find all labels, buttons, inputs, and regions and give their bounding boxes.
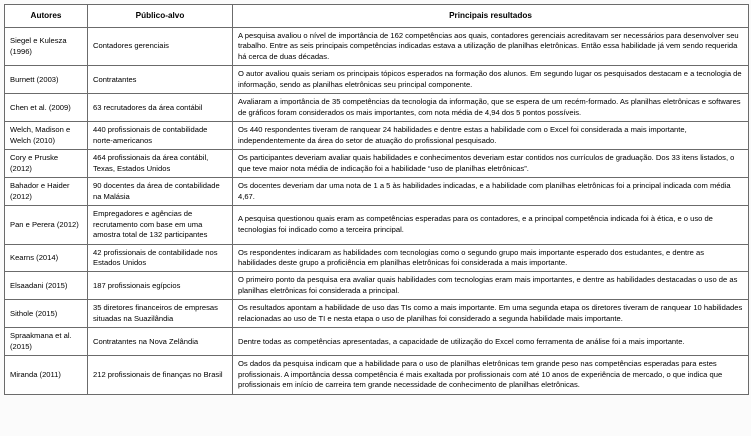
cell-results: Os docentes deveriam dar uma nota de 1 a 5 às habilidades indicadas, e a habilidade com planilhas eletrônicas foi a principal indicada com média 4,67. xyxy=(233,178,749,206)
table-row xyxy=(5,28,749,66)
cell-results: Avaliaram a importância de 35 competências da tecnologia da informação, que se espera de um recém-formado. As planilhas eletrônicas e softwares de gráficos foram considerados os mais importantes, com nota média de 4,94 dos 5 pontos possíveis. xyxy=(233,94,749,122)
cell-results: Os participantes deveriam avaliar quais habilidades e conhecimentos deveriam estar contidos nos currículos de graduação. Dos 33 itens listados, o que teve maior nota média de indicação foi a habilidade “uso de planilhas eletrônicas”. xyxy=(233,150,749,178)
cell-audience: 63 recrutadores da área contábil xyxy=(88,94,233,122)
table-row xyxy=(5,356,749,394)
table-body xyxy=(5,28,749,395)
cell-authors: Chen et al. (2009) xyxy=(5,94,88,122)
cell-authors: Bahador e Haider (2012) xyxy=(5,178,88,206)
cell-results: Os 440 respondentes tiveram de ranquear 24 habilidades e dentre estas a habilidade com o Excel foi considerada a mais importante, independentemente da área do setor de atuação do profissional pesquisado. xyxy=(233,122,749,150)
table-row xyxy=(5,244,749,272)
cell-audience: Contadores gerenciais xyxy=(88,28,233,66)
column-header-authors: Autores xyxy=(5,5,88,28)
cell-results: Dentre todas as competências apresentadas, a capacidade de utilização do Excel como ferramenta de análise foi a mais importante. xyxy=(233,328,749,356)
table-row xyxy=(5,272,749,300)
cell-authors: Miranda (2011) xyxy=(5,356,88,394)
table-row xyxy=(5,178,749,206)
cell-authors: Spraakmana et al. (2015) xyxy=(5,328,88,356)
cell-authors: Siegel e Kulesza (1996) xyxy=(5,28,88,66)
cell-authors: Sithole (2015) xyxy=(5,300,88,328)
cell-authors: Cory e Pruske (2012) xyxy=(5,150,88,178)
cell-audience: 42 profissionais de contabilidade nos Estados Unidos xyxy=(88,244,233,272)
cell-audience: 212 profissionais de finanças no Brasil xyxy=(88,356,233,394)
table-row xyxy=(5,328,749,356)
table-header-row xyxy=(5,5,749,28)
cell-results: Os dados da pesquisa indicam que a habilidade para o uso de planilhas eletrônicas tem grande peso nas competências esperadas para estes profissionais. A importância dessa competência é mais exaltada por profissionais com até 10 anos de experiência de mercado, o que indica que profissionais em início de carreira tem grande necessidade de conhecimento de planilhas eletrônicas. xyxy=(233,356,749,394)
table-row xyxy=(5,122,749,150)
cell-authors: Pan e Perera (2012) xyxy=(5,206,88,244)
table-row xyxy=(5,300,749,328)
cell-audience: Contratantes na Nova Zelândia xyxy=(88,328,233,356)
cell-audience: 440 profissionais de contabilidade norte-americanos xyxy=(88,122,233,150)
cell-results: Os resultados apontam a habilidade de uso das TIs como a mais importante. Em uma segunda etapa os diretores tiveram de ranquear 10 habilidades relacionadas ao uso de TI e nesta etapa o uso de planilhas foi considerado a segunda habilidade mais importante. xyxy=(233,300,749,328)
cell-results: O autor avaliou quais seriam os principais tópicos esperados na formação dos alunos. Em segundo lugar os pesquisados destacam e a tecnologia de informação, sendo as planilhas eletrônicas seu principal componente. xyxy=(233,66,749,94)
table-row xyxy=(5,150,749,178)
cell-authors: Burnett (2003) xyxy=(5,66,88,94)
cell-results: O primeiro ponto da pesquisa era avaliar quais habilidades com tecnologias eram mais importantes, e dentre as habilidades destacadas o uso de as planilhas eletrônicas foi considerada a principal. xyxy=(233,272,749,300)
literature-review-table xyxy=(4,4,749,395)
cell-authors: Kearns (2014) xyxy=(5,244,88,272)
cell-audience: 90 docentes da área de contabilidade na Malásia xyxy=(88,178,233,206)
cell-audience: Contratantes xyxy=(88,66,233,94)
cell-authors: Welch, Madison e Welch (2010) xyxy=(5,122,88,150)
table-row xyxy=(5,66,749,94)
column-header-audience: Público-alvo xyxy=(88,5,233,28)
cell-audience: 464 profissionais da área contábil, Texas, Estados Unidos xyxy=(88,150,233,178)
cell-results: A pesquisa questionou quais eram as competências esperadas para os contadores, e a principal competência indicada foi à ética, e o uso de tecnologias foi indicado como a terceira principal. xyxy=(233,206,749,244)
cell-authors: Elsaadani (2015) xyxy=(5,272,88,300)
table-header xyxy=(5,5,749,28)
cell-audience: 35 diretores financeiros de empresas situadas na Suazilândia xyxy=(88,300,233,328)
column-header-results: Principais resultados xyxy=(233,5,749,28)
cell-results: A pesquisa avaliou o nível de importância de 162 competências aos quais, contadores gerenciais acreditavam ser necessários para desenvolver seu trabalho. Entre as seis principais competências indicadas estava a utilização de planilhas eletrônicas. Então essa habilidade já vem sendo requerida há cerca de duas décadas. xyxy=(233,28,749,66)
table-row xyxy=(5,94,749,122)
cell-results: Os respondentes indicaram as habilidades com tecnologias como o segundo grupo mais importante esperado dos estudantes, e dentre as habilidades deste grupo a proficiência em planilhas eletrônicas foi considerada a mais importante. xyxy=(233,244,749,272)
table-row xyxy=(5,206,749,244)
cell-audience: Empregadores e agências de recrutamento com base em uma amostra total de 132 participantes xyxy=(88,206,233,244)
cell-audience: 187 profissionais egípcios xyxy=(88,272,233,300)
